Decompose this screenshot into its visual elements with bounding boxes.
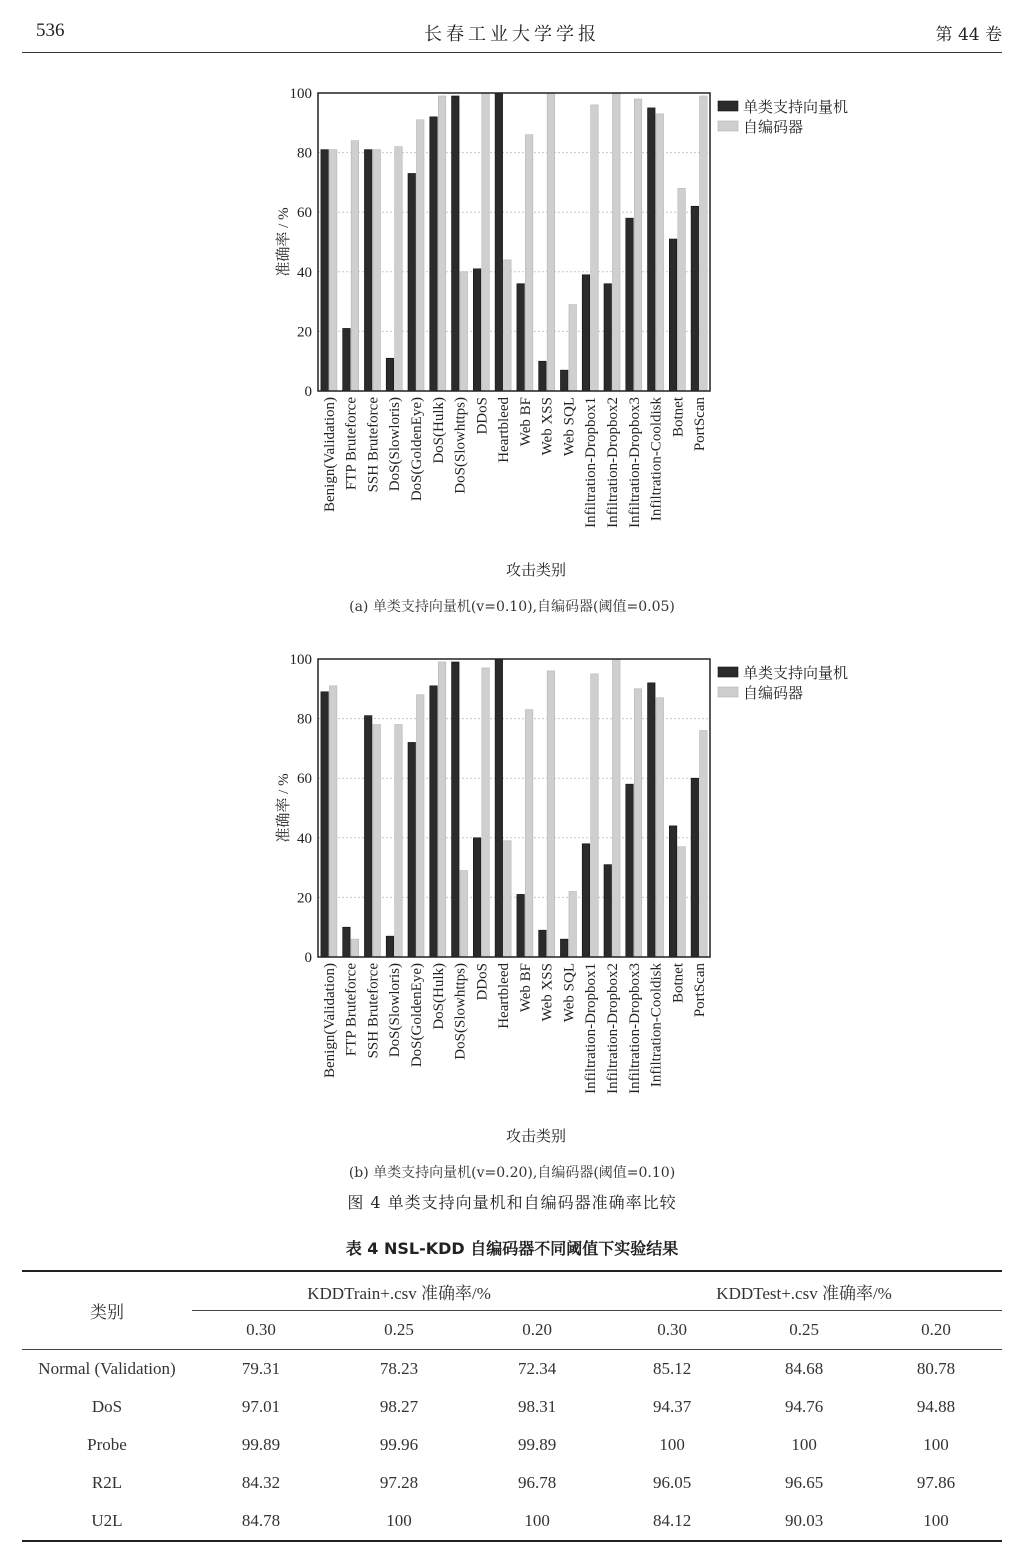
x-tick-label: Infiltration-Dropbox1 (583, 963, 600, 1094)
table-cell: 80.78 (916, 1359, 956, 1378)
threshold-cell: 0.20 (468, 1311, 606, 1350)
x-tick-label: Botnet (670, 963, 687, 1003)
x-tick-label: Infiltration-Dropbox3 (626, 963, 643, 1094)
table-cell: 79.31 (241, 1359, 281, 1378)
y-tick-label: 40 (297, 830, 312, 847)
x-tick-label: Web SQL (561, 397, 578, 457)
legend-label: 单类支持向量机 (743, 666, 849, 682)
bar (539, 930, 547, 957)
bar (613, 659, 621, 957)
threshold-cell: 0.25 (330, 1311, 468, 1350)
x-tick-label: PortScan (692, 397, 709, 452)
y-axis-label: 准确率 / % (276, 773, 292, 843)
bar (525, 710, 533, 957)
table-cell: 99.89 (241, 1435, 281, 1454)
bar (482, 668, 490, 957)
threshold-cell: 0.20 (870, 1311, 1002, 1350)
table-cell: 100 (870, 1502, 1002, 1541)
bar (386, 936, 394, 957)
table-cell: 99.96 (379, 1435, 419, 1454)
bar (560, 939, 568, 957)
chart-a (0, 40, 1024, 630)
x-tick-label: DoS(GoldenEye) (409, 963, 425, 1068)
subcaption-a: (a) 单类支持向量机(v=0.10),自编码器(阈值=0.05) (349, 599, 675, 615)
bar (582, 844, 590, 957)
bar (691, 778, 699, 957)
bar (504, 260, 512, 391)
bar (430, 686, 438, 957)
bar (656, 114, 664, 391)
x-tick-label: Infiltration-Dropbox2 (605, 963, 621, 1094)
bar (634, 99, 642, 391)
group-header-train: KDDTrain+.csv 准确率/% (192, 1271, 606, 1311)
x-tick-label: DoS(Hulk) (430, 963, 447, 1030)
bar (560, 370, 568, 391)
chart-b (0, 626, 1024, 1156)
y-tick-label: 20 (297, 890, 312, 907)
table-cell: 100 (791, 1435, 817, 1454)
bar (351, 141, 359, 391)
table-header-row (22, 1271, 1002, 1311)
row-label: R2L (91, 1473, 123, 1492)
legend-swatch (718, 101, 738, 111)
bar (495, 93, 503, 391)
row-label: U2L (22, 1502, 192, 1541)
bar (430, 117, 438, 391)
row-label: DoS (91, 1397, 123, 1416)
table-cell: 96.78 (517, 1473, 557, 1492)
table-cell: 96.05 (653, 1473, 692, 1492)
bar (678, 188, 686, 391)
table-cell: 94.88 (916, 1397, 956, 1416)
bar (408, 742, 416, 957)
bar (582, 275, 590, 391)
bar (438, 96, 446, 391)
bar (547, 671, 555, 957)
bar (495, 659, 503, 957)
table-cell: 94.76 (784, 1397, 824, 1416)
bar (373, 150, 381, 391)
bar (386, 358, 394, 391)
bar (525, 135, 533, 391)
bar (395, 725, 403, 957)
x-axis-label: 攻击类别 (505, 1129, 567, 1145)
results-table (22, 1270, 1002, 1542)
bar (591, 105, 599, 391)
bar (517, 284, 525, 391)
x-tick-label: Botnet (670, 397, 687, 437)
bar (656, 698, 664, 957)
y-tick-label: 100 (289, 86, 312, 102)
bar (460, 272, 468, 391)
bar (364, 716, 372, 957)
bar (504, 841, 512, 957)
bar (482, 93, 490, 391)
bar (547, 93, 555, 391)
legend-label: 自编码器 (743, 686, 804, 702)
y-tick-label: 40 (297, 264, 312, 281)
bar (460, 871, 468, 957)
table-cell: 97.86 (916, 1473, 956, 1492)
bar (438, 662, 446, 957)
x-tick-label: Web SQL (561, 963, 578, 1023)
bar (321, 692, 329, 957)
table-cell: 84.68 (784, 1359, 824, 1378)
y-tick-label: 80 (297, 145, 312, 162)
journal-title: 长春工业大学学报 (424, 24, 600, 45)
table-cell: 97.28 (379, 1473, 419, 1492)
table-cell: 100 (659, 1435, 685, 1454)
x-tick-label: Infiltration-Dropbox2 (605, 397, 621, 528)
table-row (22, 1388, 1002, 1426)
y-tick-label: 80 (297, 711, 312, 728)
group-header-test: KDDTest+.csv 准确率/% (606, 1271, 1002, 1311)
bar (604, 284, 612, 391)
x-tick-label: Benign(Validation) (321, 397, 338, 512)
x-tick-label: Heartbleed (496, 963, 513, 1029)
bar (321, 150, 329, 391)
x-tick-label: SSH Bruteforce (365, 963, 382, 1059)
y-tick-label: 60 (297, 771, 312, 788)
bar (343, 328, 351, 391)
table-cell: 100 (468, 1502, 606, 1541)
legend-label: 自编码器 (743, 120, 804, 136)
category-header: 类别 (22, 1271, 192, 1350)
table-title: 表 4 NSL-KDD 自编码器不同阈值下实验结果 (345, 1239, 679, 1258)
table-cell: 97.01 (241, 1397, 281, 1416)
bar (626, 218, 634, 391)
table-cell: 78.23 (379, 1359, 419, 1378)
bar (373, 725, 381, 957)
x-tick-label: PortScan (692, 963, 709, 1018)
table-cell: 84.12 (606, 1502, 738, 1541)
bar (452, 662, 460, 957)
x-tick-label: FTP Bruteforce (343, 397, 360, 491)
threshold-cell: 0.30 (606, 1311, 738, 1350)
table-row (22, 1464, 1002, 1502)
table-cell: 100 (330, 1502, 468, 1541)
x-tick-label: DoS(Slowloris) (387, 963, 404, 1058)
bar (539, 361, 547, 391)
y-tick-label: 100 (289, 652, 312, 668)
table-cell: 85.12 (653, 1359, 692, 1378)
threshold-cell: 0.30 (192, 1311, 330, 1350)
bar (604, 865, 612, 957)
x-tick-label: DoS(GoldenEye) (409, 397, 425, 502)
table-cell: 96.65 (784, 1473, 824, 1492)
bar (613, 93, 621, 391)
table-cell: 90.03 (738, 1502, 870, 1541)
bar (417, 695, 425, 957)
threshold-cell: 0.25 (738, 1311, 870, 1350)
bar (634, 689, 642, 957)
legend-swatch (718, 667, 738, 677)
legend-label: 单类支持向量机 (743, 100, 849, 116)
table-row (22, 1502, 1002, 1541)
table-cell: 84.32 (241, 1473, 281, 1492)
bar (329, 686, 337, 957)
bar (569, 305, 577, 391)
y-tick-label: 20 (297, 324, 312, 341)
x-tick-label: Infiltration-Cooldisk (648, 397, 665, 522)
legend-swatch (718, 121, 738, 131)
table-cell: 98.27 (379, 1397, 419, 1416)
x-tick-label: FTP Bruteforce (343, 963, 360, 1057)
subcaption-b: (b) 单类支持向量机(v=0.20),自编码器(阈值=0.10) (348, 1165, 676, 1181)
bar (669, 826, 677, 957)
x-tick-label: DDoS (474, 397, 491, 435)
bar (626, 784, 634, 957)
bar (691, 206, 699, 391)
x-tick-label: DoS(Slowhttps) (452, 963, 469, 1060)
y-axis-label: 准确率 / % (276, 207, 292, 277)
x-tick-label: Web BF (517, 397, 534, 447)
bar (591, 674, 599, 957)
x-tick-label: DoS(Slowhttps) (452, 397, 469, 494)
table-row (22, 1350, 1002, 1389)
row-label: Normal (Validation) (38, 1359, 176, 1378)
y-tick-label: 0 (304, 384, 312, 400)
bar (473, 269, 481, 391)
bar (669, 239, 677, 391)
bar (452, 96, 460, 391)
legend-swatch (718, 687, 738, 697)
x-tick-label: Heartbleed (496, 396, 513, 463)
x-tick-label: SSH Bruteforce (365, 397, 382, 493)
x-tick-label: Infiltration-Dropbox3 (626, 397, 643, 528)
table-row (22, 1426, 1002, 1464)
x-tick-label: DoS(Hulk) (430, 397, 447, 464)
y-tick-label: 60 (297, 205, 312, 222)
bar (648, 683, 656, 957)
bar (343, 927, 351, 957)
table-cell: 99.89 (517, 1435, 557, 1454)
bar (678, 847, 686, 957)
x-tick-label: Benign(Validation) (321, 963, 338, 1078)
volume-label: 第 44 卷 (935, 25, 1002, 45)
table-cell: 98.31 (517, 1397, 557, 1416)
row-label: Probe (87, 1435, 127, 1454)
bar (700, 731, 708, 957)
table-cell: 72.34 (517, 1359, 557, 1378)
x-tick-label: DoS(Slowloris) (387, 397, 404, 492)
figure-caption: 图 4 单类支持向量机和自编码器准确率比较 (347, 1193, 677, 1212)
bar (329, 150, 337, 391)
bar (648, 108, 656, 391)
x-tick-label: Web XSS (539, 397, 556, 456)
bar (700, 96, 708, 391)
table-cell: 94.37 (653, 1397, 692, 1416)
table-cell: 84.78 (192, 1502, 330, 1541)
x-tick-label: Web XSS (539, 963, 556, 1022)
x-tick-label: Web BF (517, 963, 534, 1013)
page-number: 536 (36, 20, 65, 41)
x-tick-label: Infiltration-Cooldisk (648, 963, 665, 1088)
bar (517, 894, 525, 957)
x-tick-label: DDoS (474, 963, 491, 1001)
bar (351, 939, 359, 957)
bar (408, 173, 416, 391)
bar (569, 891, 577, 957)
x-axis-label: 攻击类别 (505, 563, 567, 579)
bar (417, 120, 425, 391)
bar (395, 147, 403, 391)
table-cell: 100 (923, 1435, 949, 1454)
x-tick-label: Infiltration-Dropbox1 (583, 397, 600, 528)
y-tick-label: 0 (304, 950, 312, 966)
bar (473, 838, 481, 957)
bar (364, 150, 372, 391)
